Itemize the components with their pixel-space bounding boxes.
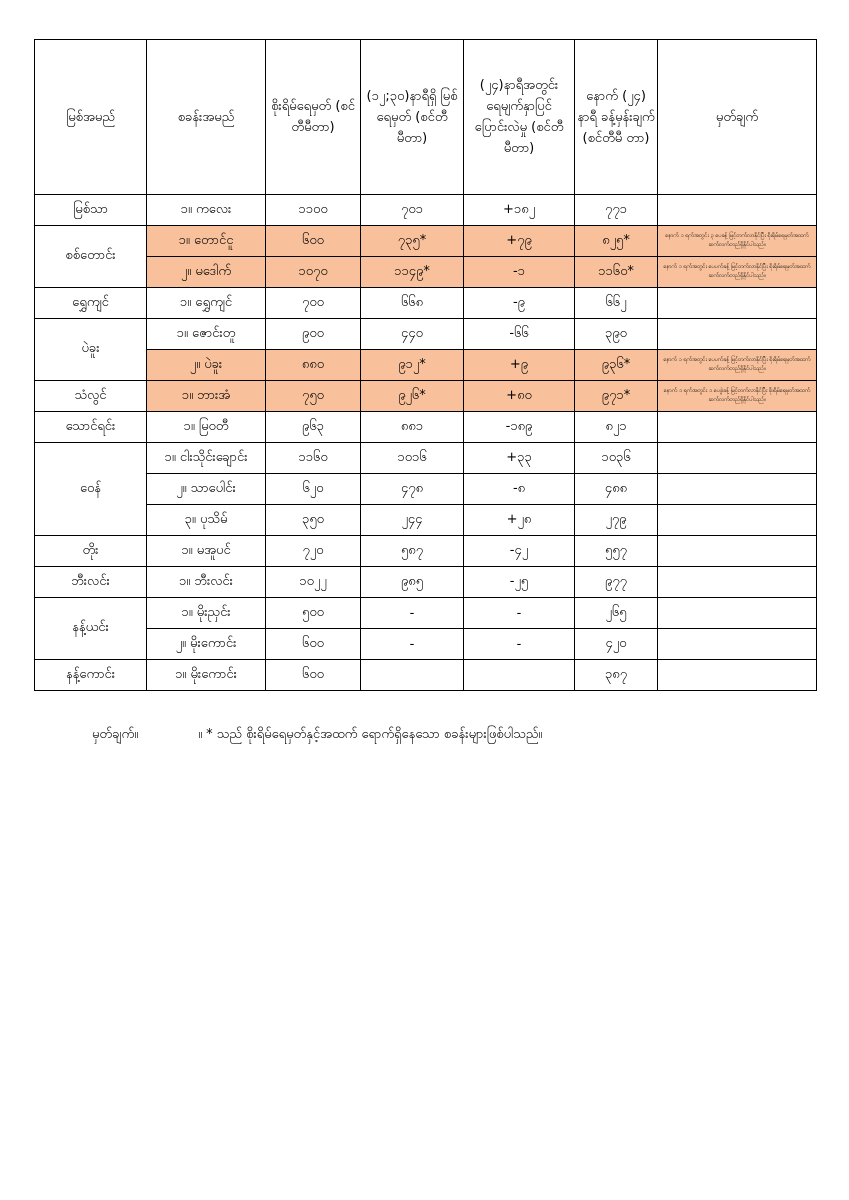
danger-level: ၆၀၀	[266, 629, 361, 660]
current-level: -	[361, 629, 464, 660]
forecast-level: ၂၆၅	[575, 598, 658, 629]
table-row	[35, 536, 817, 567]
river-level-table	[34, 39, 817, 691]
level-change	[464, 660, 575, 691]
remark	[658, 443, 817, 474]
river-name: ရွှေကျင်	[35, 288, 147, 319]
table-row	[35, 288, 817, 319]
station-name: ၂။ သာပေါင်း	[147, 474, 266, 505]
table-row	[35, 660, 817, 691]
river-name: နန့်ကောင်း	[35, 660, 147, 691]
table-row	[35, 412, 817, 443]
remark	[658, 598, 817, 629]
remark	[658, 567, 817, 598]
level-change: -၁၈၉	[464, 412, 575, 443]
current-level: ၉၂၆*	[361, 381, 464, 412]
river-name: ဝေန်	[35, 443, 147, 536]
station-name: ၁။ မိုးညှင်း	[147, 598, 266, 629]
station-name: ၁။ ကလေး	[147, 195, 266, 226]
remark	[658, 660, 817, 691]
danger-level: ၁၀၂၂	[266, 567, 361, 598]
table-row	[35, 443, 817, 474]
remark	[658, 536, 817, 567]
header-station: စခန်းအမည်	[147, 40, 266, 195]
table-row	[35, 350, 817, 381]
forecast-level: ၁၁၆၀*	[575, 257, 658, 288]
current-level: ၄၇၈	[361, 474, 464, 505]
header-row	[35, 40, 817, 195]
level-change: -၄၂	[464, 536, 575, 567]
table-row	[35, 226, 817, 257]
forecast-level: ၄၈၈	[575, 474, 658, 505]
river-name: သောင်ရင်း	[35, 412, 147, 443]
remark	[658, 412, 817, 443]
header-danger-level: စိုးရိမ်ရေမှတ် (စင်တီမီတာ)	[266, 40, 361, 195]
forecast-level: ၃၈၇	[575, 660, 658, 691]
danger-level: ၇၂၀	[266, 536, 361, 567]
level-change: -၁	[464, 257, 575, 288]
table-row	[35, 381, 817, 412]
station-name: ၂။ မဒေါက်	[147, 257, 266, 288]
river-name: နန့်ယင်း	[35, 598, 147, 660]
danger-level: ၉၀၀	[266, 319, 361, 350]
level-change: -	[464, 598, 575, 629]
danger-level: ၃၅၀	[266, 505, 361, 536]
level-change: +၂၈	[464, 505, 575, 536]
station-name: ၁။ ငါးသိုင်းချောင်း	[147, 443, 266, 474]
footnote-label: မှတ်ချက်။	[92, 727, 139, 742]
forecast-level: ၇၇၁	[575, 195, 658, 226]
current-level: ၆၆၈	[361, 288, 464, 319]
current-level: ၁၀၁၆	[361, 443, 464, 474]
level-change: +၃၃	[464, 443, 575, 474]
danger-level: ၁၁၆၀	[266, 443, 361, 474]
danger-level: ၅၀၀	[266, 598, 361, 629]
station-name: ၂။ ပဲခူး	[147, 350, 266, 381]
remark	[658, 505, 817, 536]
remark: နောက် ၁ ရက်အတွင်း ၁ ပေခွဲခန့် မြင့်တက်လာနိုင်ပြီး စိုးရိမ်ရေမှတ်အထက် ဆက်လက်တည်ရှိနိုင်ပါသည်။	[658, 381, 817, 412]
current-level: ၅၈၇	[361, 536, 464, 567]
danger-level: ၁၀၇၀	[266, 257, 361, 288]
level-change: -၈	[464, 474, 575, 505]
remark	[658, 195, 817, 226]
forecast-level: ၈၂၁	[575, 412, 658, 443]
forecast-level: ၁၀၃၆	[575, 443, 658, 474]
level-change: -	[464, 629, 575, 660]
header-current-level: (၁၂;၃၀)နာရီရှိ မြစ်ရေမှတ် (စင်တီမီတာ)	[361, 40, 464, 195]
table-row	[35, 567, 817, 598]
forecast-level: ၆၆၂	[575, 288, 658, 319]
remark: နောက် ၁ ရက်အတွင်း ပေပက်ခန့် မြင့်တက်လာနိုင်ပြီး စိုးရိမ်ရေမှတ်အထက် ဆက်လက်တည်ရှိနိုင်ပါသည်။	[658, 257, 817, 288]
table-row	[35, 257, 817, 288]
station-name: ၃။ ပုသိမ်	[147, 505, 266, 536]
footnote	[92, 726, 542, 745]
remark	[658, 474, 817, 505]
forecast-level: ၂၇၉	[575, 505, 658, 536]
station-name: ၁။ ဇောင်းတူ	[147, 319, 266, 350]
river-name: ဘီးလင်း	[35, 567, 147, 598]
level-change: -၉	[464, 288, 575, 319]
station-name: ၂။ မိုးကောင်း	[147, 629, 266, 660]
current-level: ၈၈၁	[361, 412, 464, 443]
level-change: +၁၈၂	[464, 195, 575, 226]
danger-level: ၁၁၀၀	[266, 195, 361, 226]
header-river: မြစ်အမည်	[35, 40, 147, 195]
remark	[658, 629, 817, 660]
river-name: စစ်တောင်း	[35, 226, 147, 288]
station-name: ၁။ ဘားအံ	[147, 381, 266, 412]
danger-level: ၆၀၀	[266, 660, 361, 691]
table-row	[35, 195, 817, 226]
river-name: မြစ်သာ	[35, 195, 147, 226]
level-change: -၂၅	[464, 567, 575, 598]
header-change-24h: (၂၄)နာရီအတွင်း ရေမျက်နှာပြင် ပြောင်းလဲမှု (စင်တီမီတာ)	[464, 40, 575, 195]
level-change: +၇၉	[464, 226, 575, 257]
current-level: ၇၀၁	[361, 195, 464, 226]
table-row	[35, 598, 817, 629]
river-name: ပဲခူး	[35, 319, 147, 381]
table-row	[35, 505, 817, 536]
river-name: သံလွင်	[35, 381, 147, 412]
current-level	[361, 660, 464, 691]
danger-level: ၉၆၃	[266, 412, 361, 443]
station-name: ၁။ မြဝတီ	[147, 412, 266, 443]
table-row	[35, 629, 817, 660]
danger-level: ၇၅၀	[266, 381, 361, 412]
level-change: +၉	[464, 350, 575, 381]
current-level: ၉၈၅	[361, 567, 464, 598]
remark	[658, 319, 817, 350]
current-level: ၄၄၀	[361, 319, 464, 350]
level-change: -၆၆	[464, 319, 575, 350]
remark: နောက် ၁ ရက်အတွင်း ပေပက်ခန့် မြင့်တက်လာနိုင်ပြီး စိုးရိမ်ရေမှတ်အထက် ဆက်လက်တည်ရှိနိုင်ပါသည်။	[658, 350, 817, 381]
station-name: ၁။ ရွှေကျင်	[147, 288, 266, 319]
danger-level: ၆၀၀	[266, 226, 361, 257]
forecast-level: ၃၉၀	[575, 319, 658, 350]
station-name: ၁။ ဘီးလင်း	[147, 567, 266, 598]
current-level: ၁၁၄၉*	[361, 257, 464, 288]
table-row	[35, 474, 817, 505]
river-name: တိုး	[35, 536, 147, 567]
forecast-level: ၄၂၀	[575, 629, 658, 660]
danger-level: ၇၀၀	[266, 288, 361, 319]
remark	[658, 288, 817, 319]
station-name: ၁။ တောင်ငူ	[147, 226, 266, 257]
table-row	[35, 319, 817, 350]
forecast-level: ၉၇၇	[575, 567, 658, 598]
remark: နောက် ၁ ရက်အတွင်း ၃ ပေခန့် မြင့်တက်လာနိုင်ပြီး စိုးရိမ်ရေမှတ်အထက် ဆက်လက်တည်ရှိနိုင်ပါသည်။	[658, 226, 817, 257]
station-name: ၁။ မအူပင်	[147, 536, 266, 567]
forecast-level: ၅၅၇	[575, 536, 658, 567]
forecast-level: ၈၂၅*	[575, 226, 658, 257]
current-level: ၇၃၅*	[361, 226, 464, 257]
header-remark: မှတ်ချက်	[658, 40, 817, 195]
current-level: ၉၁၂*	[361, 350, 464, 381]
current-level: ၂၄၄	[361, 505, 464, 536]
level-change: +၈၀	[464, 381, 575, 412]
footnote-text: ။ * သည် စိုးရိမ်ရေမှတ်နှင့်အထက် ရောက်ရှိနေသော စခန်းများဖြစ်ပါသည်။	[198, 727, 543, 742]
forecast-level: ၉၇၁*	[575, 381, 658, 412]
station-name: ၁။ မိုးကောင်း	[147, 660, 266, 691]
current-level: -	[361, 598, 464, 629]
danger-level: ၆၂၀	[266, 474, 361, 505]
danger-level: ၈၈၀	[266, 350, 361, 381]
forecast-level: ၉၃၆*	[575, 350, 658, 381]
header-forecast: နောက် (၂၄) နာရီ ခန့်မှန်းချက် (စင်တီမီ တာ)	[575, 40, 658, 195]
